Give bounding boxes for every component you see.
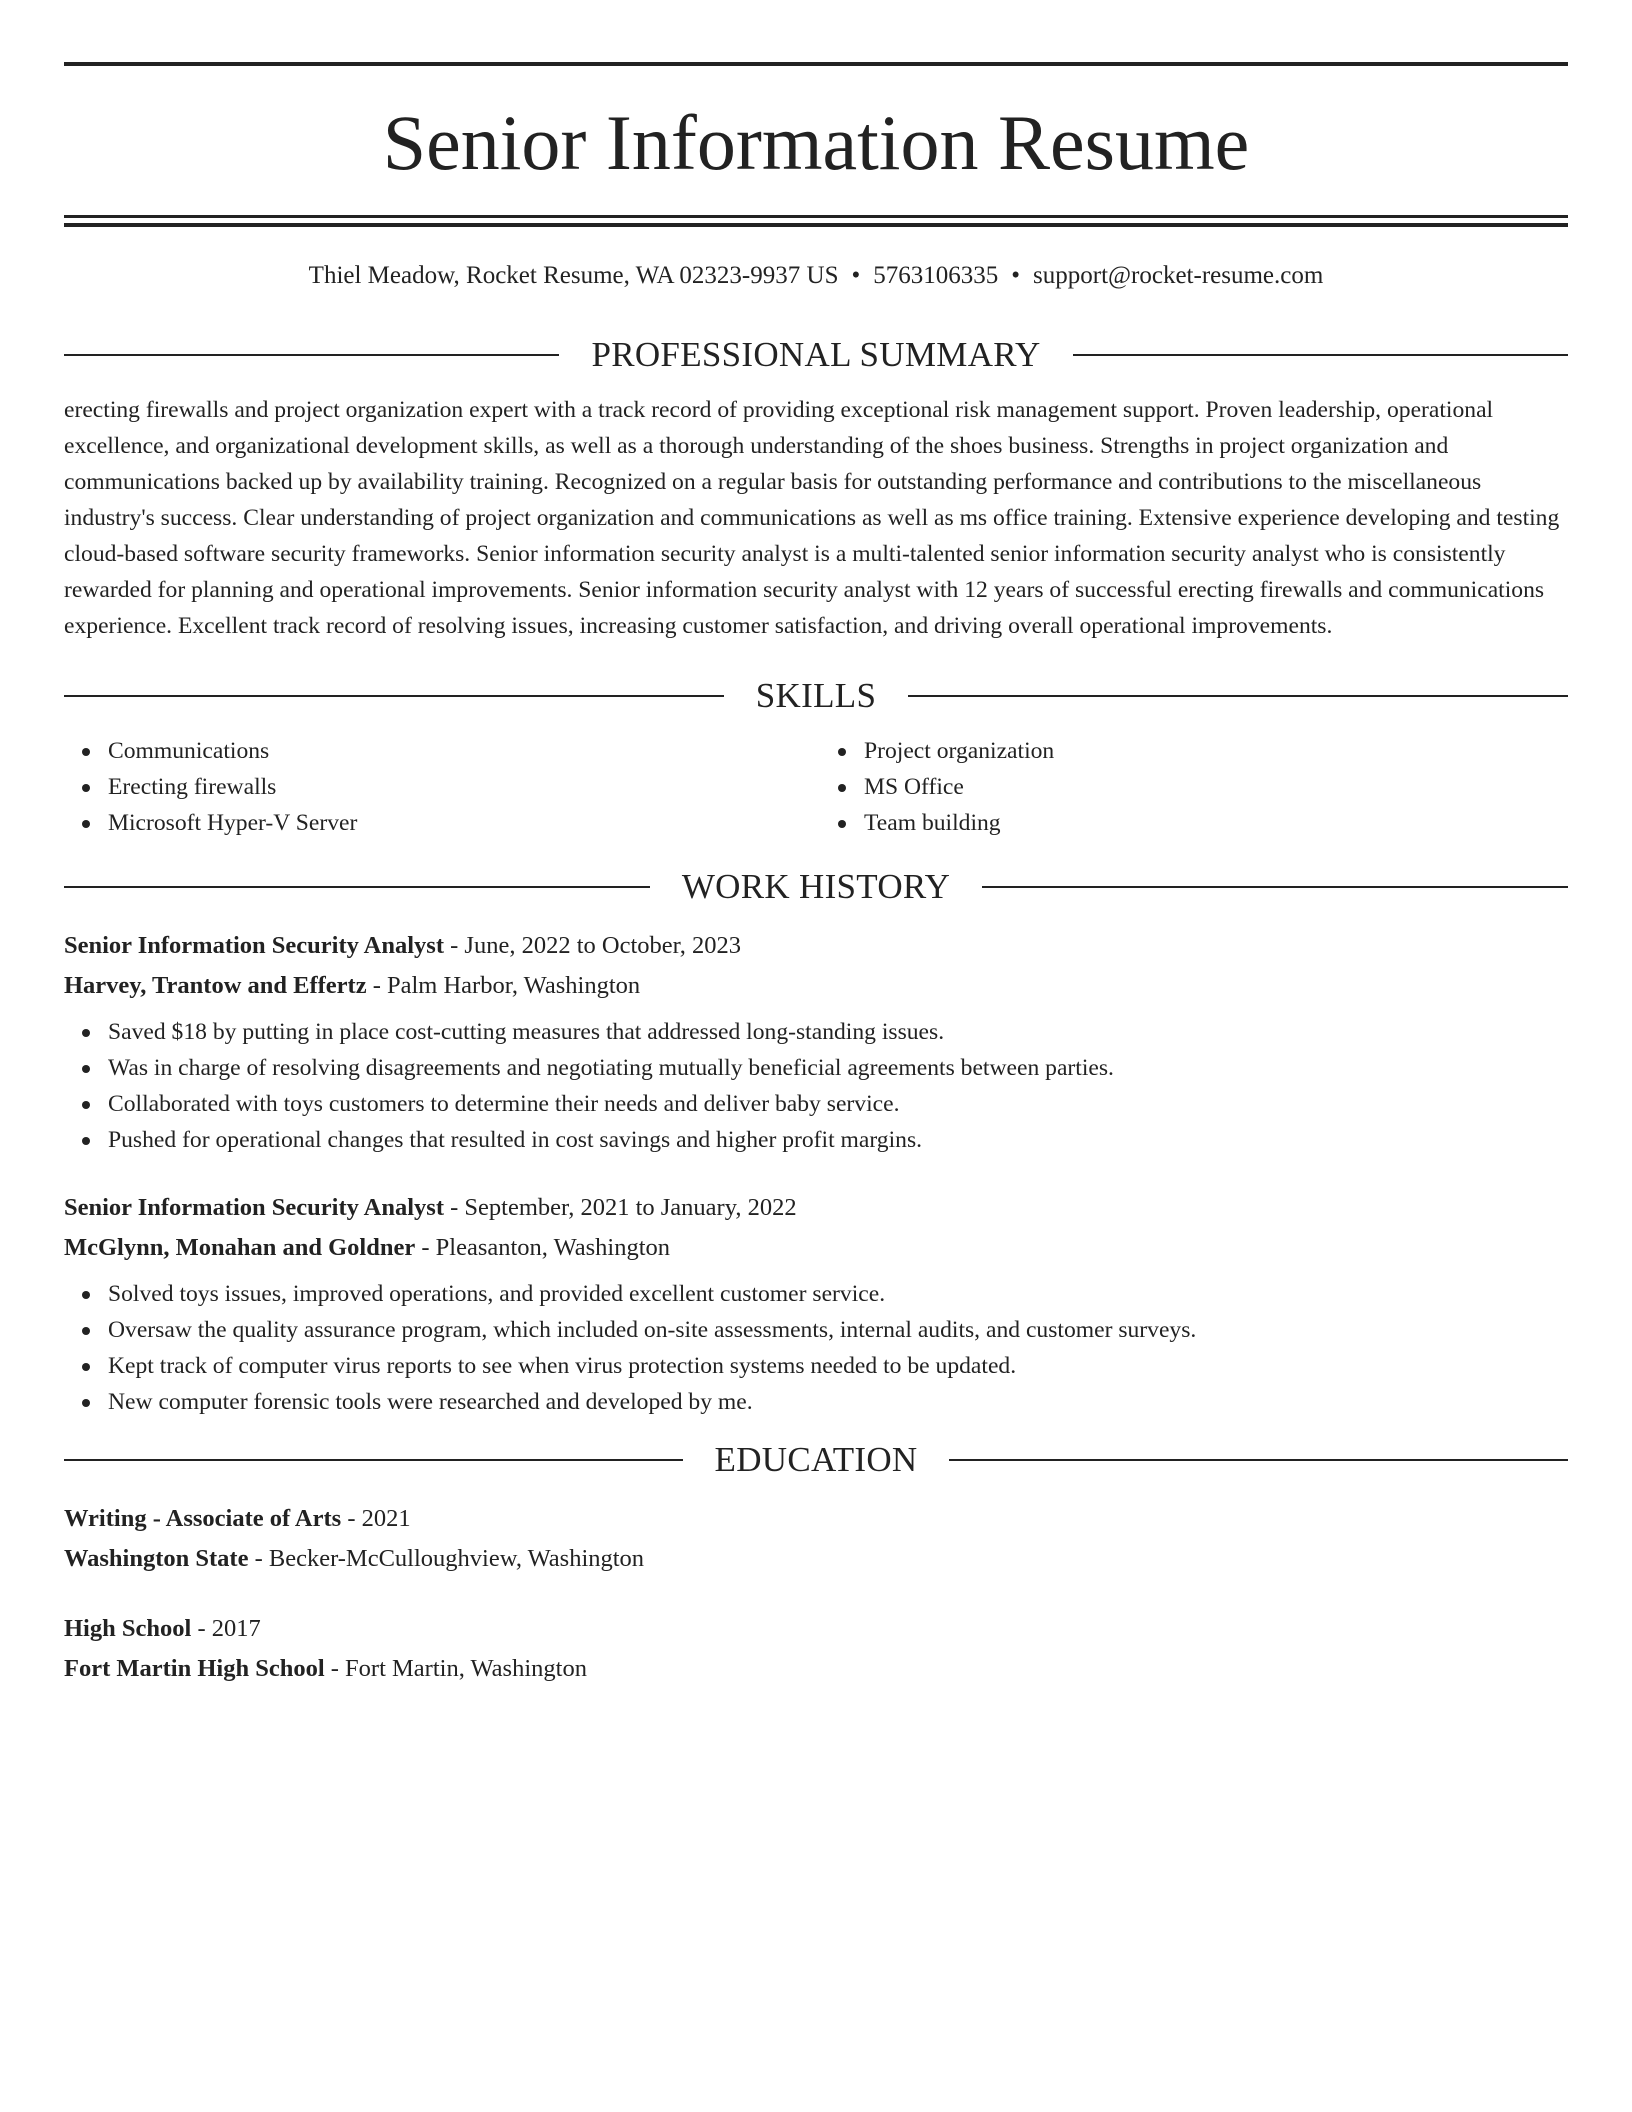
heading-rule-right [982, 886, 1568, 888]
job-bullet: Kept track of computer virus reports to see when virus protection systems needed to be updated. [108, 1348, 1568, 1384]
job-bullet: New computer forensic tools were researched and developed by me. [108, 1384, 1568, 1420]
job-company-line [64, 966, 1568, 1006]
job-dates: - June, 2022 to October, 2023 [444, 932, 742, 959]
contact-phone: 5763106335 [873, 262, 999, 289]
heading-rule-left [64, 354, 559, 356]
contact-separator: • [1011, 262, 1021, 289]
skills-heading [64, 678, 1568, 713]
job-entry [64, 926, 1568, 1158]
education-degree: High School [64, 1615, 192, 1642]
job-title-line [64, 1188, 1568, 1228]
skills-heading-label: SKILLS [755, 676, 877, 715]
job-location: - Palm Harbor, Washington [366, 972, 641, 999]
skills-list [64, 733, 1568, 841]
skill-item: Project organization [864, 733, 1568, 769]
job-bullet: Pushed for operational changes that resulted in cost savings and higher profit margins. [108, 1122, 1568, 1158]
contact-email: support@rocket-resume.com [1033, 262, 1324, 289]
skill-item: Erecting firewalls [108, 769, 812, 805]
education-location: - Becker-McCulloughview, Washington [248, 1545, 645, 1572]
education-degree: Writing - Associate of Arts [64, 1505, 342, 1532]
job-bullet: Was in charge of resolving disagreements and negotiating mutually beneficial agreements between parties. [108, 1050, 1568, 1086]
skill-item: Microsoft Hyper-V Server [108, 805, 812, 841]
title-double-rule [64, 215, 1568, 227]
job-bullet: Solved toys issues, improved operations, and provided excellent customer service. [108, 1276, 1568, 1312]
skill-item: MS Office [864, 769, 1568, 805]
summary-heading [64, 337, 1568, 372]
resume-title: Senior Information Resume [382, 99, 1250, 186]
job-title: Senior Information Security Analyst [64, 1194, 444, 1221]
education-location: - Fort Martin, Washington [324, 1655, 587, 1682]
job-title: Senior Information Security Analyst [64, 932, 444, 959]
contact-address: Thiel Meadow, Rocket Resume, WA 02323-9937 US [308, 262, 839, 289]
job-dates: - September, 2021 to January, 2022 [444, 1194, 797, 1221]
work-history-heading [64, 869, 1568, 904]
education-entry [64, 1499, 1568, 1579]
job-company: McGlynn, Monahan and Goldner [64, 1234, 416, 1261]
job-bullet: Oversaw the quality assurance program, which included on-site assessments, internal audits, and customer surveys. [108, 1312, 1568, 1348]
job-company: Harvey, Trantow and Effertz [64, 972, 367, 999]
education-entry [64, 1609, 1568, 1689]
education-school-line [64, 1539, 1568, 1579]
education-school: Fort Martin High School [64, 1655, 325, 1682]
job-bullet: Saved $18 by putting in place cost-cutting measures that addressed long-standing issues. [108, 1014, 1568, 1050]
education-degree-line [64, 1609, 1568, 1649]
heading-rule-right [949, 1459, 1568, 1461]
heading-rule-right [1073, 354, 1568, 356]
heading-rule-left [64, 886, 650, 888]
summary-heading-label: PROFESSIONAL SUMMARY [591, 335, 1041, 374]
heading-rule-left [64, 695, 724, 697]
top-rule [64, 62, 1568, 66]
job-title-line [64, 926, 1568, 966]
skills-column-left [64, 733, 812, 841]
skills-column-right [812, 733, 1568, 841]
job-entry [64, 1188, 1568, 1420]
education-heading [64, 1442, 1568, 1477]
job-company-line [64, 1228, 1568, 1268]
work-history-heading-label: WORK HISTORY [681, 867, 951, 906]
education-year: - 2017 [191, 1615, 261, 1642]
skill-item: Communications [108, 733, 812, 769]
job-bullet: Collaborated with toys customers to determine their needs and deliver baby service. [108, 1086, 1568, 1122]
job-bullets [64, 1276, 1568, 1420]
contact-line [64, 261, 1568, 291]
education-year: - 2021 [341, 1505, 411, 1532]
summary-text: erecting firewalls and project organization expert with a track record of providing exceptional risk management support. Proven leadership, operational excellence, and organizational development skills, as well as a thorough understanding of the shoes business. Strengths in project organization and communications backed up by availability training. Recognized on a regular basis for outstanding performance and contributions to the miscellaneous industry's success. Clear understanding of project organization and communications as well as ms office training. Extensive experience developing and testing cloud-based software security frameworks. Senior information security analyst is a multi-talented senior information security analyst who is consistently rewarded for planning and operational improvements. Senior information security analyst with 12 years of successful erecting firewalls and communications experience. Excellent track record of resolving issues, increasing customer satisfaction, and driving overall operational improvements. [64, 397, 1560, 639]
job-bullets [64, 1014, 1568, 1158]
education-heading-label: EDUCATION [714, 1440, 918, 1479]
contact-separator: • [851, 262, 861, 289]
job-location: - Pleasanton, Washington [415, 1234, 671, 1261]
education-school-line [64, 1649, 1568, 1689]
heading-rule-left [64, 1459, 683, 1461]
education-school: Washington State [64, 1545, 249, 1572]
heading-rule-right [908, 695, 1568, 697]
skill-item: Team building [864, 805, 1568, 841]
education-degree-line [64, 1499, 1568, 1539]
